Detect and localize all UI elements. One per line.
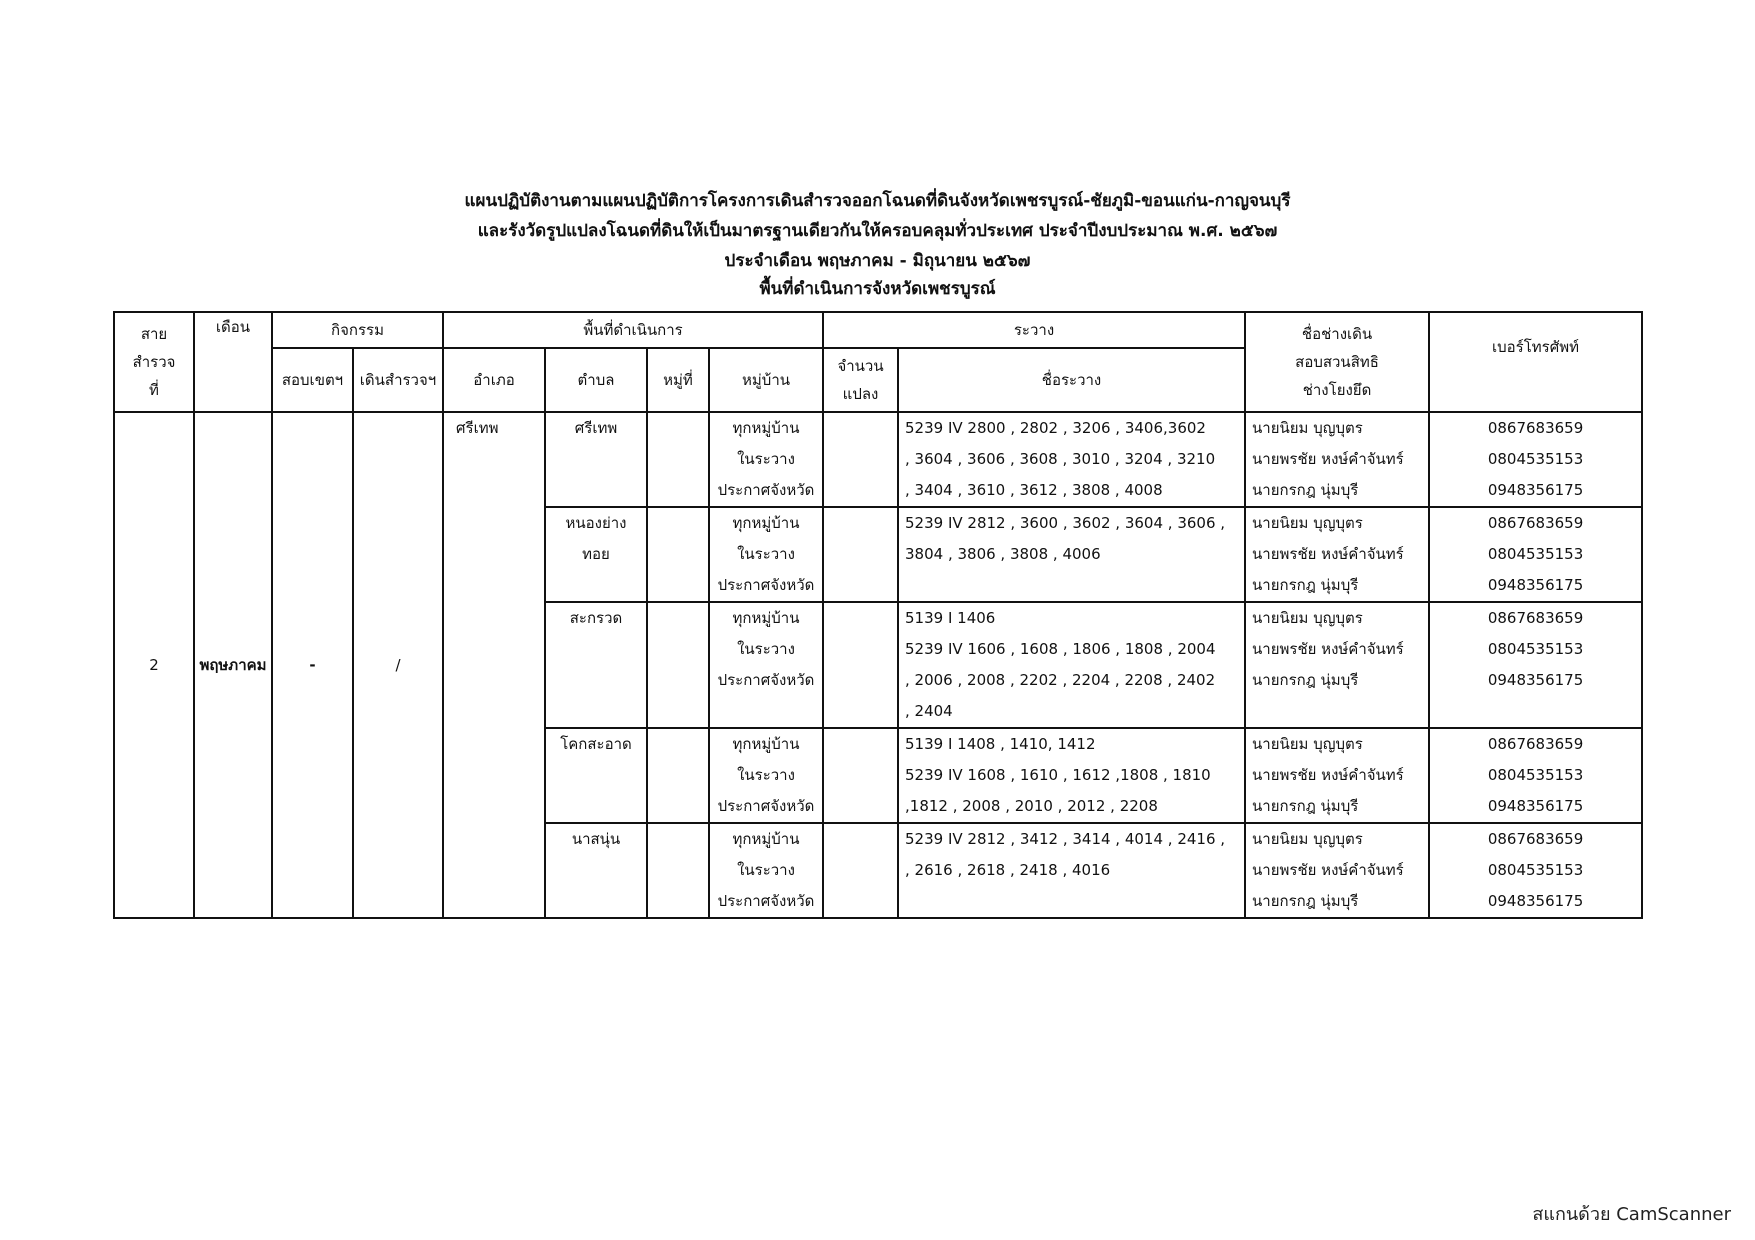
sheet-line: , 2616 , 2618 , 2418 , 4016 — [905, 861, 1111, 879]
phone-number: 0804535153 — [1487, 545, 1584, 563]
moo-cell — [647, 412, 709, 507]
staff-name: นายพรชัย หงษ์คำจันทร์ — [1252, 545, 1404, 563]
header-route: สาย สำรวจ ที่ — [114, 312, 194, 412]
staff-name: นายพรชัย หงษ์คำจันทร์ — [1252, 766, 1404, 784]
phone-number: 0867683659 — [1487, 419, 1584, 437]
staff-name: นายนิยม บุญบุตร — [1252, 735, 1363, 753]
phone-number: 0804535153 — [1487, 640, 1584, 658]
header-phone: เบอร์โทรศัพท์ — [1429, 312, 1642, 412]
header-area: พื้นที่ดำเนินการ — [443, 312, 823, 348]
header-month: เดือน — [194, 312, 272, 412]
moo-cell — [647, 602, 709, 728]
header-moo: หมู่ที่ — [647, 348, 709, 412]
header-row-1 — [114, 312, 1642, 348]
phone-number: 0867683659 — [1487, 830, 1584, 848]
phone-number: 0948356175 — [1487, 797, 1584, 815]
subdistrict-line: โคกสะอาด — [560, 735, 632, 753]
village-line: ประกาศจังหวัด — [717, 481, 815, 499]
activity-walk-cell: / — [353, 412, 443, 918]
subdistrict-line: หนองย่าง — [565, 514, 627, 532]
phone-number: 0948356175 — [1487, 576, 1584, 594]
phone-cell — [1429, 823, 1642, 918]
count-cell — [823, 823, 898, 918]
header-village: หมู่บ้าน — [709, 348, 823, 412]
scanner-watermark: สแกนด้วย CamScanner — [1532, 1204, 1731, 1225]
count-cell — [823, 412, 898, 507]
subdistrict-cell — [545, 602, 647, 728]
count-cell — [823, 507, 898, 602]
count-cell — [823, 602, 898, 728]
village-line: ทุกหมู่บ้าน — [732, 609, 800, 627]
sheet-line: , 2404 — [905, 702, 953, 720]
title-line-3: ประจำเดือน พฤษภาคม - มิถุนายน ๒๕๖๗ — [724, 251, 1031, 271]
village-line: ในระวาง — [737, 545, 795, 563]
subdistrict-cell — [545, 823, 647, 918]
district-cell: ศรีเทพ — [443, 412, 545, 918]
sheet-line: 3804 , 3806 , 3808 , 4006 — [905, 545, 1101, 563]
header-sheet: ระวาง — [823, 312, 1245, 348]
village-cell — [709, 412, 823, 507]
village-line: ในระวาง — [737, 640, 795, 658]
sheet-line: 5139 I 1408 , 1410, 1412 — [905, 735, 1096, 753]
staff-name: นายพรชัย หงษ์คำจันทร์ — [1252, 861, 1404, 879]
staff-name: นายกรกฎ นุ่มบุรี — [1252, 481, 1359, 499]
subdistrict-line: ทอย — [582, 545, 610, 563]
title-line-4: พื้นที่ดำเนินการจังหวัดเพชรบูรณ์ — [759, 279, 996, 299]
village-line: ทุกหมู่บ้าน — [732, 735, 800, 753]
phone-cell — [1429, 728, 1642, 823]
header-activity-survey: สอบเขตฯ — [272, 348, 353, 412]
phone-number: 0948356175 — [1487, 892, 1584, 910]
header-staff: ชื่อช่างเดิน สอบสวนสิทธิ ช่างโยงยึด — [1245, 312, 1429, 412]
village-line: ประกาศจังหวัด — [717, 892, 815, 910]
staff-name: นายกรกฎ นุ่มบุรี — [1252, 892, 1359, 910]
village-cell — [709, 728, 823, 823]
village-line: ประกาศจังหวัด — [717, 671, 815, 689]
sheet-line: 5239 IV 2812 , 3412 , 3414 , 4014 , 2416 , — [905, 830, 1226, 848]
sheet-name-cell — [898, 602, 1245, 728]
village-cell — [709, 602, 823, 728]
sheet-line: 5239 IV 1606 , 1608 , 1806 , 1808 , 2004 — [905, 640, 1216, 658]
phone-number: 0867683659 — [1487, 735, 1584, 753]
subdistrict-cell — [545, 412, 647, 507]
village-cell — [709, 507, 823, 602]
staff-cell — [1245, 507, 1429, 602]
count-cell — [823, 728, 898, 823]
sheet-name-cell — [898, 823, 1245, 918]
phone-number: 0804535153 — [1487, 861, 1584, 879]
staff-name: นายพรชัย หงษ์คำจันทร์ — [1252, 450, 1404, 468]
sheet-name-cell — [898, 412, 1245, 507]
village-line: ในระวาง — [737, 861, 795, 879]
staff-name: นายกรกฎ นุ่มบุรี — [1252, 797, 1359, 815]
staff-name: นายพรชัย หงษ์คำจันทร์ — [1252, 640, 1404, 658]
phone-number: 0804535153 — [1487, 766, 1584, 784]
village-line: ประกาศจังหวัด — [717, 576, 815, 594]
phone-number: 0867683659 — [1487, 609, 1584, 627]
staff-name: นายนิยม บุญบุตร — [1252, 609, 1363, 627]
village-line: ทุกหมู่บ้าน — [732, 830, 800, 848]
phone-number: 0804535153 — [1487, 450, 1584, 468]
phone-number: 0948356175 — [1487, 481, 1584, 499]
title-line-1: แผนปฏิบัติงานตามแผนปฏิบัติการโครงการเดินสำรวจออกโฉนดที่ดินจังหวัดเพชรบูรณ์-ชัยภูมิ-ขอนแก่น-กาญจนบุรี — [464, 191, 1291, 211]
sheet-line: 5239 IV 1608 , 1610 , 1612 ,1808 , 1810 — [905, 766, 1211, 784]
sheet-line: , 2006 , 2008 , 2202 , 2204 , 2208 , 2402 — [905, 671, 1216, 689]
route-number: 2 — [114, 412, 194, 918]
month-cell: พฤษภาคม — [194, 412, 272, 918]
staff-name: นายกรกฎ นุ่มบุรี — [1252, 671, 1359, 689]
phone-number: 0948356175 — [1487, 671, 1584, 689]
sheet-line: , 3604 , 3606 , 3608 , 3010 , 3204 , 3210 — [905, 450, 1216, 468]
sheet-line: 5239 IV 2800 , 2802 , 3206 , 3406,3602 — [905, 419, 1206, 437]
header-district: อำเภอ — [443, 348, 545, 412]
staff-name: นายกรกฎ นุ่มบุรี — [1252, 576, 1359, 594]
plan-table — [113, 311, 1643, 919]
header-activity-walk: เดินสำรวจฯ — [353, 348, 443, 412]
subdistrict-cell — [545, 507, 647, 602]
phone-cell — [1429, 507, 1642, 602]
village-line: ประกาศจังหวัด — [717, 797, 815, 815]
staff-name: นายนิยม บุญบุตร — [1252, 419, 1363, 437]
phone-cell — [1429, 602, 1642, 728]
staff-name: นายนิยม บุญบุตร — [1252, 830, 1363, 848]
village-line: ในระวาง — [737, 766, 795, 784]
phone-number: 0867683659 — [1487, 514, 1584, 532]
header-sheet-name: ชื่อระวาง — [898, 348, 1245, 412]
sheet-name-cell — [898, 507, 1245, 602]
sheet-name-cell — [898, 728, 1245, 823]
header-activity: กิจกรรม — [272, 312, 443, 348]
phone-cell — [1429, 412, 1642, 507]
village-line: ทุกหมู่บ้าน — [732, 419, 800, 437]
subdistrict-cell — [545, 728, 647, 823]
subdistrict-line: นาสนุ่น — [571, 830, 621, 848]
staff-cell — [1245, 412, 1429, 507]
sheet-line: , 3404 , 3610 , 3612 , 3808 , 4008 — [905, 481, 1163, 499]
header-count: จำนวน แปลง — [823, 348, 898, 412]
staff-cell — [1245, 602, 1429, 728]
header-subdistrict: ตำบล — [545, 348, 647, 412]
activity-survey-cell: - — [272, 412, 353, 918]
sheet-line: 5239 IV 2812 , 3600 , 3602 , 3604 , 3606 , — [905, 514, 1226, 532]
sheet-line: 5139 I 1406 — [905, 609, 996, 627]
plan-table-body — [114, 412, 1642, 918]
staff-name: นายนิยม บุญบุตร — [1252, 514, 1363, 532]
subdistrict-line: สะกรวด — [569, 609, 623, 627]
moo-cell — [647, 507, 709, 602]
sheet-line: ,1812 , 2008 , 2010 , 2012 , 2208 — [905, 797, 1158, 815]
staff-cell — [1245, 823, 1429, 918]
moo-cell — [647, 823, 709, 918]
title-line-2: และรังวัดรูปแปลงโฉนดที่ดินให้เป็นมาตรฐานเดียวกันให้ครอบคลุมทั่วประเทศ ประจำปีงบประมาณ พ.ศ. ๒๕๖๗ — [477, 221, 1278, 241]
staff-cell — [1245, 728, 1429, 823]
moo-cell — [647, 728, 709, 823]
document-title — [0, 186, 1755, 302]
village-cell — [709, 823, 823, 918]
subdistrict-line: ศรีเทพ — [574, 419, 618, 437]
village-line: ในระวาง — [737, 450, 795, 468]
table-row — [114, 412, 1642, 507]
village-line: ทุกหมู่บ้าน — [732, 514, 800, 532]
